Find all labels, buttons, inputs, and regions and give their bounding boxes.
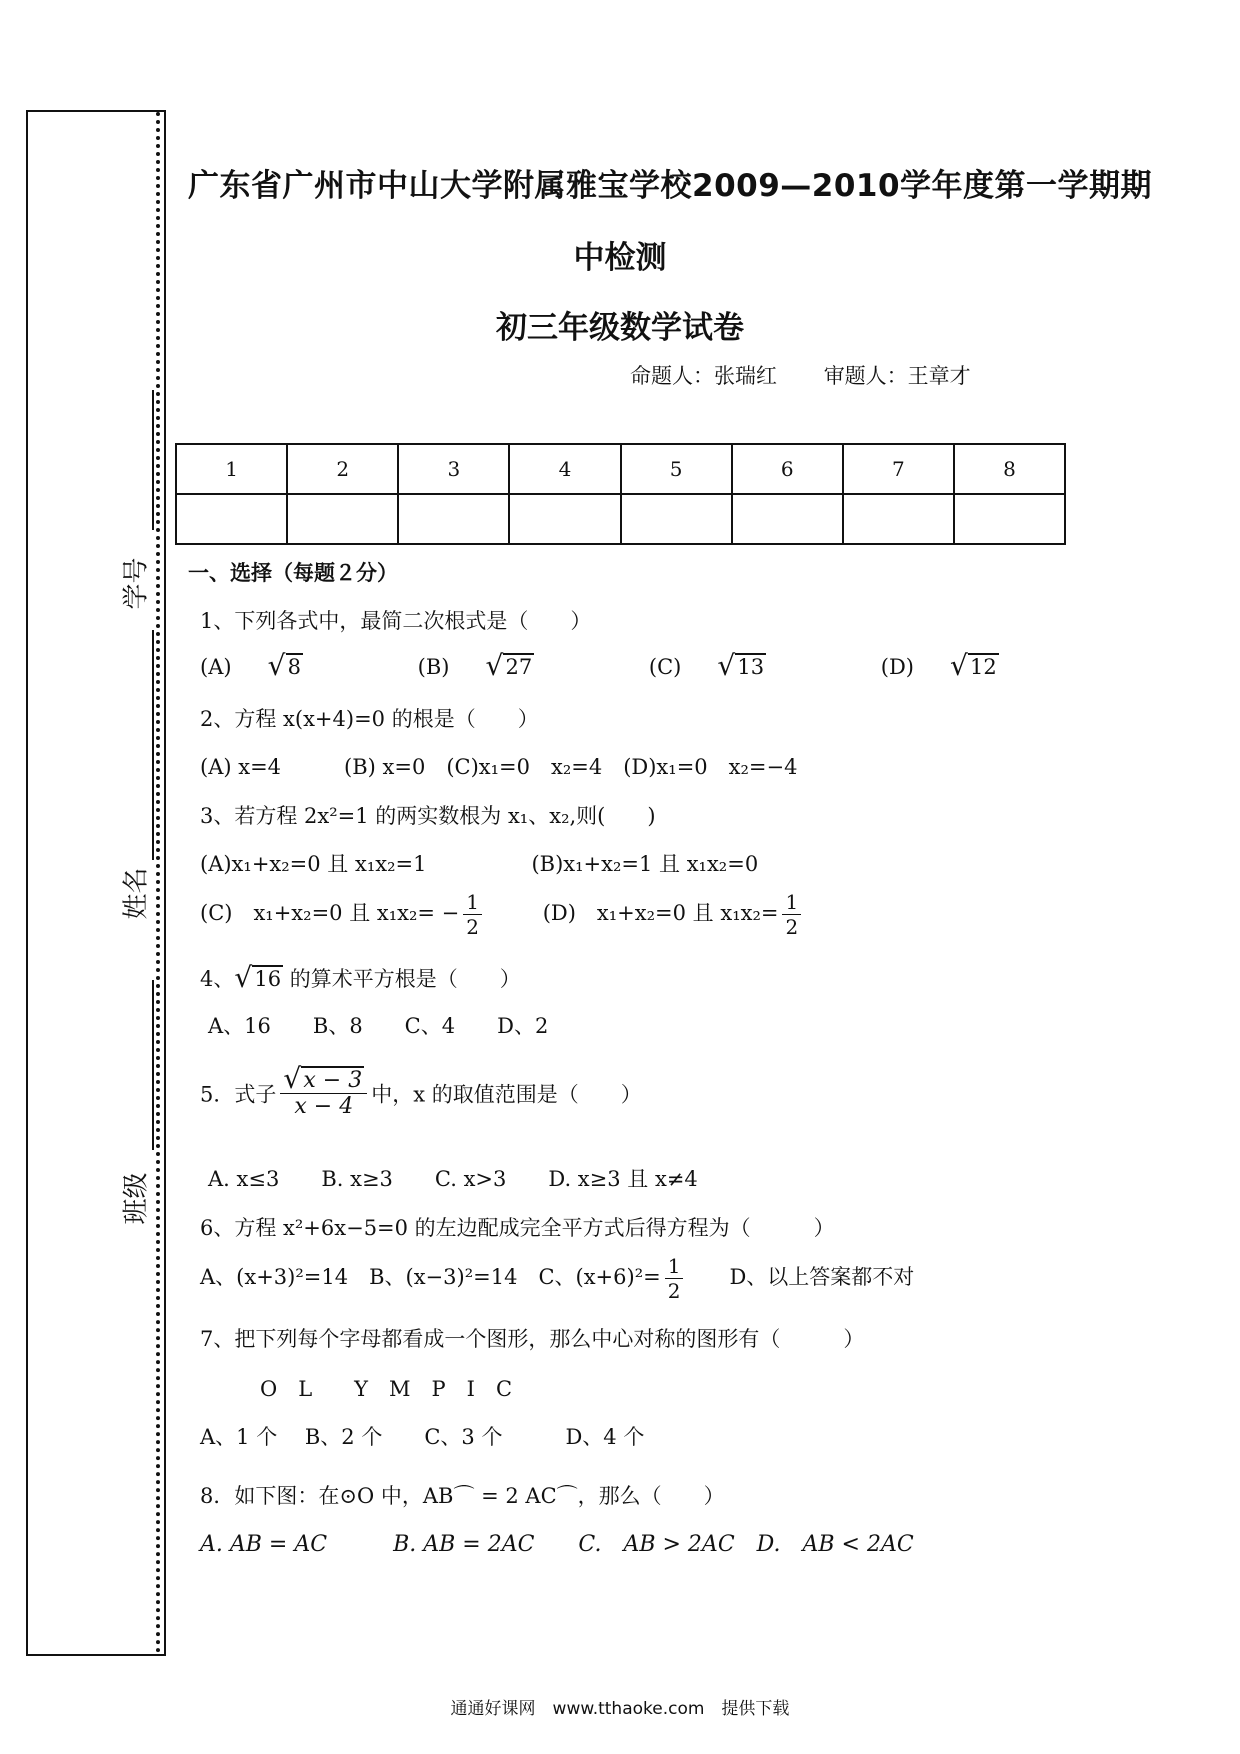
q3-options-ab: (A)x₁+x₂=0 且 x₁x₂=1 (B)x₁+x₂=1 且 x₁x₂=0 (200, 852, 759, 876)
q7-stem: 7、把下列每个字母都看成一个图形，那么中心对称的图形有（ ） (200, 1327, 865, 1351)
name-label: 姓名 (121, 867, 152, 920)
q4-prefix: 4、 (200, 967, 235, 991)
exam-title-line2: 中检测 (573, 240, 667, 276)
q1-option-c: (C) (648, 655, 682, 679)
q6-numerator: 1 (665, 1254, 684, 1279)
q5-numerator: x − 3 (303, 1068, 363, 1093)
q5-suffix: 中，x 的取值范围是（ ） (371, 1082, 642, 1107)
author: 命题人：张瑞红 (630, 364, 777, 388)
q5-stem (200, 1068, 642, 1119)
q3-stem: 3、若方程 2x²=1 的两实数根为 x₁、x₂,则( ) (200, 804, 656, 828)
authors (630, 360, 1011, 390)
q3-options-cd (200, 890, 805, 939)
score-header: 5 (621, 444, 732, 494)
q7-options: A、1 个 B、2 个 C、3 个 D、4 个 (200, 1425, 645, 1449)
score-cell[interactable] (843, 494, 954, 544)
q3-option-d: (D) x₁+x₂=0 且 x₁x₂= (542, 901, 779, 925)
score-header: 6 (732, 444, 843, 494)
q5-denominator: x − 4 (294, 1094, 354, 1119)
q3-option-c: (C) x₁+x₂=0 且 x₁x₂= − (200, 901, 460, 925)
exam-title: 广东省广州市中山大学附属雅宝学校2009—2010学年度第一学期期 (188, 168, 1153, 204)
q7-letters: O L Y M P I C (260, 1377, 513, 1401)
q1-option-a: (A) (200, 655, 232, 679)
q1-options (200, 655, 1107, 679)
q6-stem: 6、方程 x²+6x−5=0 的左边配成完全平方式后得方程为（ ） (200, 1216, 835, 1240)
student-id-line (152, 390, 154, 530)
q3-c-denominator: 2 (466, 915, 480, 939)
score-cell[interactable] (509, 494, 620, 544)
footer-credit: 通通好课网 www.tthaoke.com 提供下载 (450, 1699, 790, 1719)
score-table-header-row (176, 444, 1065, 494)
score-cell[interactable] (621, 494, 732, 544)
score-header: 4 (509, 444, 620, 494)
score-header: 3 (398, 444, 509, 494)
score-table-blank-row (176, 494, 1065, 544)
q1-c-radicand: 13 (737, 655, 765, 679)
q4-radicand: 16 (254, 967, 282, 991)
student-id-label: 学号 (121, 557, 152, 610)
class-line (152, 980, 154, 1150)
q5-options: A. x≤3 B. x≥3 C. x>3 D. x≥3 且 x≠4 (208, 1167, 698, 1191)
score-header: 1 (176, 444, 287, 494)
q1-stem: 1、下列各式中，最简二次根式是（ ） (200, 609, 592, 633)
score-cell[interactable] (954, 494, 1065, 544)
score-cell[interactable] (287, 494, 398, 544)
score-cell[interactable] (732, 494, 843, 544)
score-header: 7 (843, 444, 954, 494)
q8-stem: 8．如下图：在⊙O 中，AB⌒ = 2 AC⌒，那么（ ） (200, 1484, 725, 1508)
q4-options: A、16 B、8 C、4 D、2 (208, 1014, 549, 1038)
exam-subtitle: 初三年级数学试卷 (496, 310, 744, 346)
q5-prefix: 5．式子 (200, 1082, 277, 1107)
q1-d-radicand: 12 (970, 655, 997, 679)
q2-stem: 2、方程 x(x+4)=0 的根是（ ） (200, 707, 539, 731)
q8-options: A. AB = AC B. AB = 2AC C. AB > 2AC D. AB < 2AC (200, 1532, 914, 1557)
q6-options-abc: A、(x+3)²=14 B、(x−3)²=14 C、(x+6)²= (200, 1265, 661, 1289)
q6-denominator: 2 (667, 1279, 681, 1303)
q1-b-radicand: 27 (505, 655, 533, 679)
q3-c-numerator: 1 (463, 890, 482, 915)
q1-a-radicand: 8 (287, 655, 301, 679)
q1-option-d: (D) (880, 655, 914, 679)
class-label: 班级 (121, 1172, 152, 1225)
q6-options (200, 1254, 914, 1303)
q6-option-d: D、以上答案都不对 (687, 1265, 915, 1289)
q3-d-numerator: 1 (782, 890, 801, 915)
q2-options: (A) x=4 (B) x=0 (C)x₁=0 x₂=4 (D)x₁=0 x₂=−4 (200, 755, 798, 779)
score-header: 8 (954, 444, 1065, 494)
q3-d-denominator: 2 (785, 915, 799, 939)
score-cell[interactable] (176, 494, 287, 544)
q4-suffix: 的算术平方根是（ ） (283, 967, 521, 991)
q4-stem (200, 963, 521, 993)
name-line (152, 630, 154, 860)
score-table (175, 443, 1066, 545)
score-cell[interactable] (398, 494, 509, 544)
reviewer: 审题人：王章才 (823, 364, 971, 388)
section-title: 一、选择（每题２分） (188, 561, 398, 585)
score-header: 2 (287, 444, 398, 494)
q1-option-b: (B) (417, 655, 450, 679)
